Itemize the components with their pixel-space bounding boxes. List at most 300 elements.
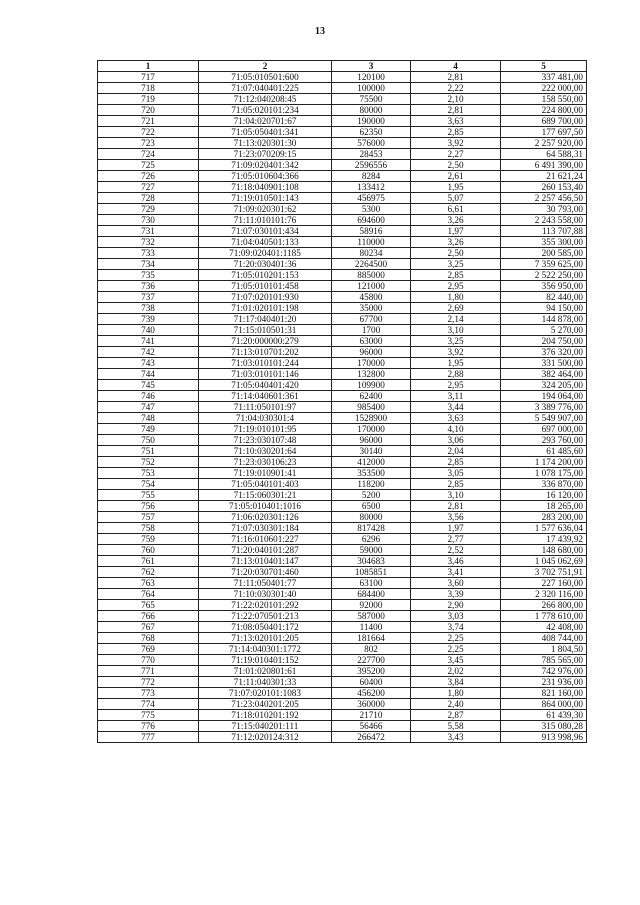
cadastral-number: 71:15:060301:21 xyxy=(199,490,332,501)
table-row xyxy=(98,644,587,655)
column-header-2: 2 xyxy=(199,61,332,72)
table-row xyxy=(98,380,587,391)
value-cell: 144 878,00 xyxy=(501,314,587,325)
row-number: 765 xyxy=(98,600,199,611)
value-cell: 231 936,00 xyxy=(501,677,587,688)
cadastral-number: 71:05:020101:234 xyxy=(199,105,332,116)
row-number: 735 xyxy=(98,270,199,281)
value-cell: 1 078 175,00 xyxy=(501,468,587,479)
value-cell: 355 300,00 xyxy=(501,237,587,248)
table-row xyxy=(98,512,587,523)
rate-cell: 3,26 xyxy=(411,237,501,248)
cadastral-number: 71:11:010101:76 xyxy=(199,215,332,226)
row-number: 718 xyxy=(98,83,199,94)
value-cell: 2 320 116,00 xyxy=(501,589,587,600)
value-cell: 821 160,00 xyxy=(501,688,587,699)
area-cell: 817428 xyxy=(332,523,411,534)
table-row xyxy=(98,226,587,237)
value-cell: 6 491 390,00 xyxy=(501,160,587,171)
cadastral-number: 71:16:010601:227 xyxy=(199,534,332,545)
cadastral-number: 71:11:040301:33 xyxy=(199,677,332,688)
table-row xyxy=(98,149,587,160)
row-number: 751 xyxy=(98,446,199,457)
table-row xyxy=(98,215,587,226)
table-row xyxy=(98,611,587,622)
row-number: 752 xyxy=(98,457,199,468)
rate-cell: 3,25 xyxy=(411,336,501,347)
cadastral-number: 71:13:010701:202 xyxy=(199,347,332,358)
area-cell: 56466 xyxy=(332,721,411,732)
value-cell: 113 707,88 xyxy=(501,226,587,237)
area-cell: 80000 xyxy=(332,512,411,523)
row-number: 722 xyxy=(98,127,199,138)
row-number: 773 xyxy=(98,688,199,699)
table-row xyxy=(98,160,587,171)
row-number: 717 xyxy=(98,72,199,83)
value-cell: 1 045 062,69 xyxy=(501,556,587,567)
rate-cell: 3,60 xyxy=(411,578,501,589)
row-number: 764 xyxy=(98,589,199,600)
rate-cell: 5,58 xyxy=(411,721,501,732)
area-cell: 63000 xyxy=(332,336,411,347)
area-cell: 576000 xyxy=(332,138,411,149)
rate-cell: 2,77 xyxy=(411,534,501,545)
row-number: 767 xyxy=(98,622,199,633)
cadastral-number: 71:20:040101:287 xyxy=(199,545,332,556)
area-cell: 62400 xyxy=(332,391,411,402)
table-row xyxy=(98,138,587,149)
table-row xyxy=(98,556,587,567)
row-number: 748 xyxy=(98,413,199,424)
rate-cell: 3,03 xyxy=(411,611,501,622)
row-number: 727 xyxy=(98,182,199,193)
table-row xyxy=(98,237,587,248)
row-number: 726 xyxy=(98,171,199,182)
row-number: 740 xyxy=(98,325,199,336)
area-cell: 5300 xyxy=(332,204,411,215)
area-cell: 1085851 xyxy=(332,567,411,578)
value-cell: 864 000,00 xyxy=(501,699,587,710)
table-row xyxy=(98,468,587,479)
table-row xyxy=(98,182,587,193)
rate-cell: 2,88 xyxy=(411,369,501,380)
table-row xyxy=(98,721,587,732)
rate-cell: 3,92 xyxy=(411,347,501,358)
cadastral-number: 71:15:010501:31 xyxy=(199,325,332,336)
row-number: 744 xyxy=(98,369,199,380)
table-row xyxy=(98,589,587,600)
rate-cell: 2,85 xyxy=(411,270,501,281)
row-number: 743 xyxy=(98,358,199,369)
table-row xyxy=(98,688,587,699)
cadastral-number: 71:05:040401:420 xyxy=(199,380,332,391)
area-cell: 62350 xyxy=(332,127,411,138)
rate-cell: 2,81 xyxy=(411,501,501,512)
table-row xyxy=(98,578,587,589)
row-number: 776 xyxy=(98,721,199,732)
area-cell: 132800 xyxy=(332,369,411,380)
area-cell: 109900 xyxy=(332,380,411,391)
cadastral-number: 71:19:010401:152 xyxy=(199,655,332,666)
row-number: 772 xyxy=(98,677,199,688)
value-cell: 408 744,00 xyxy=(501,633,587,644)
table-row xyxy=(98,732,587,743)
table-row xyxy=(98,402,587,413)
cadastral-number: 71:13:020301:30 xyxy=(199,138,332,149)
value-cell: 5 549 907,00 xyxy=(501,413,587,424)
area-cell: 75500 xyxy=(332,94,411,105)
cadastral-number: 71:23:030107:48 xyxy=(199,435,332,446)
row-number: 771 xyxy=(98,666,199,677)
rate-cell: 1,80 xyxy=(411,688,501,699)
table-row xyxy=(98,457,587,468)
cadastral-number: 71:09:020401:1185 xyxy=(199,248,332,259)
rate-cell: 3,46 xyxy=(411,556,501,567)
row-number: 736 xyxy=(98,281,199,292)
table-row xyxy=(98,534,587,545)
value-cell: 224 800,00 xyxy=(501,105,587,116)
area-cell: 28453 xyxy=(332,149,411,160)
area-cell: 304683 xyxy=(332,556,411,567)
cadastral-number: 71:03:010101:146 xyxy=(199,369,332,380)
rate-cell: 2,90 xyxy=(411,600,501,611)
area-cell: 1528900 xyxy=(332,413,411,424)
value-cell: 742 976,00 xyxy=(501,666,587,677)
area-cell: 802 xyxy=(332,644,411,655)
value-cell: 785 565,00 xyxy=(501,655,587,666)
table-row xyxy=(98,523,587,534)
value-cell: 697 000,00 xyxy=(501,424,587,435)
row-number: 742 xyxy=(98,347,199,358)
table-row xyxy=(98,292,587,303)
cadastral-number: 71:10:030301:40 xyxy=(199,589,332,600)
row-number: 766 xyxy=(98,611,199,622)
row-number: 761 xyxy=(98,556,199,567)
row-number: 769 xyxy=(98,644,199,655)
cadastral-number: 71:07:030301:184 xyxy=(199,523,332,534)
row-number: 734 xyxy=(98,259,199,270)
cadastral-number: 71:18:040901:108 xyxy=(199,182,332,193)
table-row xyxy=(98,171,587,182)
cadastral-number: 71:23:030106:23 xyxy=(199,457,332,468)
rate-cell: 1,95 xyxy=(411,182,501,193)
cadastral-number: 71:18:010201:192 xyxy=(199,710,332,721)
row-number: 746 xyxy=(98,391,199,402)
value-cell: 315 080,28 xyxy=(501,721,587,732)
table-row xyxy=(98,105,587,116)
cadastral-number: 71:04:020701:67 xyxy=(199,116,332,127)
rate-cell: 1,97 xyxy=(411,226,501,237)
cadastral-number: 71:13:010401:147 xyxy=(199,556,332,567)
value-cell: 30 793,00 xyxy=(501,204,587,215)
row-number: 760 xyxy=(98,545,199,556)
rate-cell: 2,02 xyxy=(411,666,501,677)
table-row xyxy=(98,127,587,138)
cadastral-number: 71:23:040201:205 xyxy=(199,699,332,710)
cadastral-number: 71:04:040501:133 xyxy=(199,237,332,248)
rate-cell: 2,87 xyxy=(411,710,501,721)
column-header-3: 3 xyxy=(332,61,411,72)
table-row xyxy=(98,655,587,666)
rate-cell: 2,85 xyxy=(411,457,501,468)
value-cell: 2 257 920,00 xyxy=(501,138,587,149)
area-cell: 58916 xyxy=(332,226,411,237)
cadastral-number: 71:05:010201:153 xyxy=(199,270,332,281)
cadastral-number: 71:05:010101:458 xyxy=(199,281,332,292)
rate-cell: 2,81 xyxy=(411,105,501,116)
table-row xyxy=(98,314,587,325)
value-cell: 266 800,00 xyxy=(501,600,587,611)
rate-cell: 3,11 xyxy=(411,391,501,402)
cadastral-number: 71:22:070501:213 xyxy=(199,611,332,622)
area-cell: 8284 xyxy=(332,171,411,182)
cadastral-number: 71:03:010101:244 xyxy=(199,358,332,369)
value-cell: 17 439,92 xyxy=(501,534,587,545)
area-cell: 266472 xyxy=(332,732,411,743)
row-number: 747 xyxy=(98,402,199,413)
table-row xyxy=(98,248,587,259)
area-cell: 456200 xyxy=(332,688,411,699)
value-cell: 1 577 636,04 xyxy=(501,523,587,534)
row-number: 738 xyxy=(98,303,199,314)
row-number: 757 xyxy=(98,512,199,523)
rate-cell: 2,50 xyxy=(411,160,501,171)
table-row xyxy=(98,270,587,281)
value-cell: 42 408,00 xyxy=(501,622,587,633)
area-cell: 395200 xyxy=(332,666,411,677)
cadastral-number: 71:07:020101:930 xyxy=(199,292,332,303)
rate-cell: 3,84 xyxy=(411,677,501,688)
table-row xyxy=(98,600,587,611)
table-row xyxy=(98,435,587,446)
value-cell: 283 200,00 xyxy=(501,512,587,523)
table-row xyxy=(98,325,587,336)
cadastral-number: 71:09:020401:342 xyxy=(199,160,332,171)
value-cell: 61 485,60 xyxy=(501,446,587,457)
area-cell: 120100 xyxy=(332,72,411,83)
cadastral-number: 71:22:020101:292 xyxy=(199,600,332,611)
rate-cell: 2,95 xyxy=(411,281,501,292)
table-row xyxy=(98,347,587,358)
area-cell: 456975 xyxy=(332,193,411,204)
table-row xyxy=(98,567,587,578)
row-number: 720 xyxy=(98,105,199,116)
rate-cell: 3,56 xyxy=(411,512,501,523)
value-cell: 1 804,50 xyxy=(501,644,587,655)
row-number: 756 xyxy=(98,501,199,512)
cadastral-number: 71:08:050401:172 xyxy=(199,622,332,633)
rate-cell: 3,45 xyxy=(411,655,501,666)
row-number: 732 xyxy=(98,237,199,248)
value-cell: 2 257 456,50 xyxy=(501,193,587,204)
area-cell: 80000 xyxy=(332,105,411,116)
area-cell: 67700 xyxy=(332,314,411,325)
value-cell: 94 150,00 xyxy=(501,303,587,314)
value-cell: 3 702 751,91 xyxy=(501,567,587,578)
row-number: 754 xyxy=(98,479,199,490)
area-cell: 60400 xyxy=(332,677,411,688)
value-cell: 3 389 776,00 xyxy=(501,402,587,413)
value-cell: 64 588,31 xyxy=(501,149,587,160)
table-row xyxy=(98,545,587,556)
rate-cell: 2,69 xyxy=(411,303,501,314)
cadastral-number: 71:20:030401:36 xyxy=(199,259,332,270)
row-number: 768 xyxy=(98,633,199,644)
cadastral-number: 71:17:040401:20 xyxy=(199,314,332,325)
table-row xyxy=(98,204,587,215)
cadastral-number: 71:07:040401:225 xyxy=(199,83,332,94)
table-row xyxy=(98,710,587,721)
table-row xyxy=(98,193,587,204)
area-cell: 100000 xyxy=(332,83,411,94)
rate-cell: 2,85 xyxy=(411,127,501,138)
rate-cell: 3,44 xyxy=(411,402,501,413)
row-number: 731 xyxy=(98,226,199,237)
row-number: 763 xyxy=(98,578,199,589)
area-cell: 227700 xyxy=(332,655,411,666)
value-cell: 21 621,24 xyxy=(501,171,587,182)
cadastral-number: 71:15:040201:111 xyxy=(199,721,332,732)
cadastral-number: 71:09:020301:62 xyxy=(199,204,332,215)
cadastral-number: 71:11:050401:77 xyxy=(199,578,332,589)
area-cell: 35000 xyxy=(332,303,411,314)
table-body xyxy=(98,72,587,743)
area-cell: 985400 xyxy=(332,402,411,413)
value-cell: 1 778 610,00 xyxy=(501,611,587,622)
rate-cell: 3,25 xyxy=(411,259,501,270)
cadastral-number: 71:20:030701:460 xyxy=(199,567,332,578)
cadastral-number: 71:10:030201:64 xyxy=(199,446,332,457)
table-row xyxy=(98,72,587,83)
table-row xyxy=(98,281,587,292)
table-row xyxy=(98,666,587,677)
row-number: 728 xyxy=(98,193,199,204)
area-cell: 45800 xyxy=(332,292,411,303)
row-number: 730 xyxy=(98,215,199,226)
value-cell: 177 697,50 xyxy=(501,127,587,138)
rate-cell: 3,63 xyxy=(411,116,501,127)
cadastral-number: 71:05:010501:600 xyxy=(199,72,332,83)
row-number: 753 xyxy=(98,468,199,479)
cadastral-number: 71:05:040101:403 xyxy=(199,479,332,490)
cadastral-number: 71:12:020124:312 xyxy=(199,732,332,743)
cadastral-number: 71:04:030301:4 xyxy=(199,413,332,424)
row-number: 750 xyxy=(98,435,199,446)
value-cell: 16 120,00 xyxy=(501,490,587,501)
value-cell: 324 205,00 xyxy=(501,380,587,391)
row-number: 741 xyxy=(98,336,199,347)
row-number: 774 xyxy=(98,699,199,710)
row-number: 737 xyxy=(98,292,199,303)
area-cell: 2596556 xyxy=(332,160,411,171)
table-header-row xyxy=(98,61,587,72)
area-cell: 118200 xyxy=(332,479,411,490)
column-header-1: 1 xyxy=(98,61,199,72)
value-cell: 2 243 558,00 xyxy=(501,215,587,226)
row-number: 777 xyxy=(98,732,199,743)
area-cell: 121000 xyxy=(332,281,411,292)
rate-cell: 2,25 xyxy=(411,644,501,655)
row-number: 733 xyxy=(98,248,199,259)
rate-cell: 2,61 xyxy=(411,171,501,182)
area-cell: 6296 xyxy=(332,534,411,545)
area-cell: 181664 xyxy=(332,633,411,644)
table-row xyxy=(98,622,587,633)
table-row xyxy=(98,446,587,457)
row-number: 745 xyxy=(98,380,199,391)
area-cell: 170000 xyxy=(332,358,411,369)
value-cell: 18 265,00 xyxy=(501,501,587,512)
area-cell: 96000 xyxy=(332,435,411,446)
table-row xyxy=(98,358,587,369)
value-cell: 1 174 200,00 xyxy=(501,457,587,468)
rate-cell: 2,22 xyxy=(411,83,501,94)
rate-cell: 5,07 xyxy=(411,193,501,204)
value-cell: 222 000,00 xyxy=(501,83,587,94)
table-row xyxy=(98,501,587,512)
area-cell: 30140 xyxy=(332,446,411,457)
rate-cell: 3,41 xyxy=(411,567,501,578)
value-cell: 200 585,00 xyxy=(501,248,587,259)
rate-cell: 3,43 xyxy=(411,732,501,743)
row-number: 719 xyxy=(98,94,199,105)
value-cell: 61 439,30 xyxy=(501,710,587,721)
table-row xyxy=(98,369,587,380)
area-cell: 59000 xyxy=(332,545,411,556)
row-number: 721 xyxy=(98,116,199,127)
table-row xyxy=(98,699,587,710)
area-cell: 133412 xyxy=(332,182,411,193)
table-row xyxy=(98,83,587,94)
rate-cell: 1,97 xyxy=(411,523,501,534)
cadastral-number: 71:19:010501:143 xyxy=(199,193,332,204)
cadastral-number: 71:23:070209:15 xyxy=(199,149,332,160)
table-row xyxy=(98,94,587,105)
page-number: 13 xyxy=(315,26,325,37)
cadastral-number: 71:19:010101:95 xyxy=(199,424,332,435)
value-cell: 204 750,00 xyxy=(501,336,587,347)
rate-cell: 3,10 xyxy=(411,490,501,501)
table-row xyxy=(98,303,587,314)
rate-cell: 2,81 xyxy=(411,72,501,83)
area-cell: 5200 xyxy=(332,490,411,501)
cadastral-number: 71:14:040601:361 xyxy=(199,391,332,402)
area-cell: 21710 xyxy=(332,710,411,721)
column-header-5: 5 xyxy=(501,61,587,72)
row-number: 724 xyxy=(98,149,199,160)
value-cell: 331 500,00 xyxy=(501,358,587,369)
area-cell: 587000 xyxy=(332,611,411,622)
rate-cell: 1,80 xyxy=(411,292,501,303)
table-row xyxy=(98,633,587,644)
rate-cell: 6,61 xyxy=(411,204,501,215)
cadastral-number: 71:05:010604:366 xyxy=(199,171,332,182)
area-cell: 63100 xyxy=(332,578,411,589)
value-cell: 356 950,00 xyxy=(501,281,587,292)
cadastral-number: 71:12:040208:45 xyxy=(199,94,332,105)
area-cell: 110000 xyxy=(332,237,411,248)
area-cell: 80234 xyxy=(332,248,411,259)
column-header-4: 4 xyxy=(411,61,501,72)
row-number: 755 xyxy=(98,490,199,501)
cadastral-number: 71:05:010401:1016 xyxy=(199,501,332,512)
cadastral-number: 71:06:020301:126 xyxy=(199,512,332,523)
area-cell: 2264500 xyxy=(332,259,411,270)
value-cell: 194 064,00 xyxy=(501,391,587,402)
cadastral-number: 71:11:050101:97 xyxy=(199,402,332,413)
rate-cell: 3,63 xyxy=(411,413,501,424)
table-row xyxy=(98,413,587,424)
